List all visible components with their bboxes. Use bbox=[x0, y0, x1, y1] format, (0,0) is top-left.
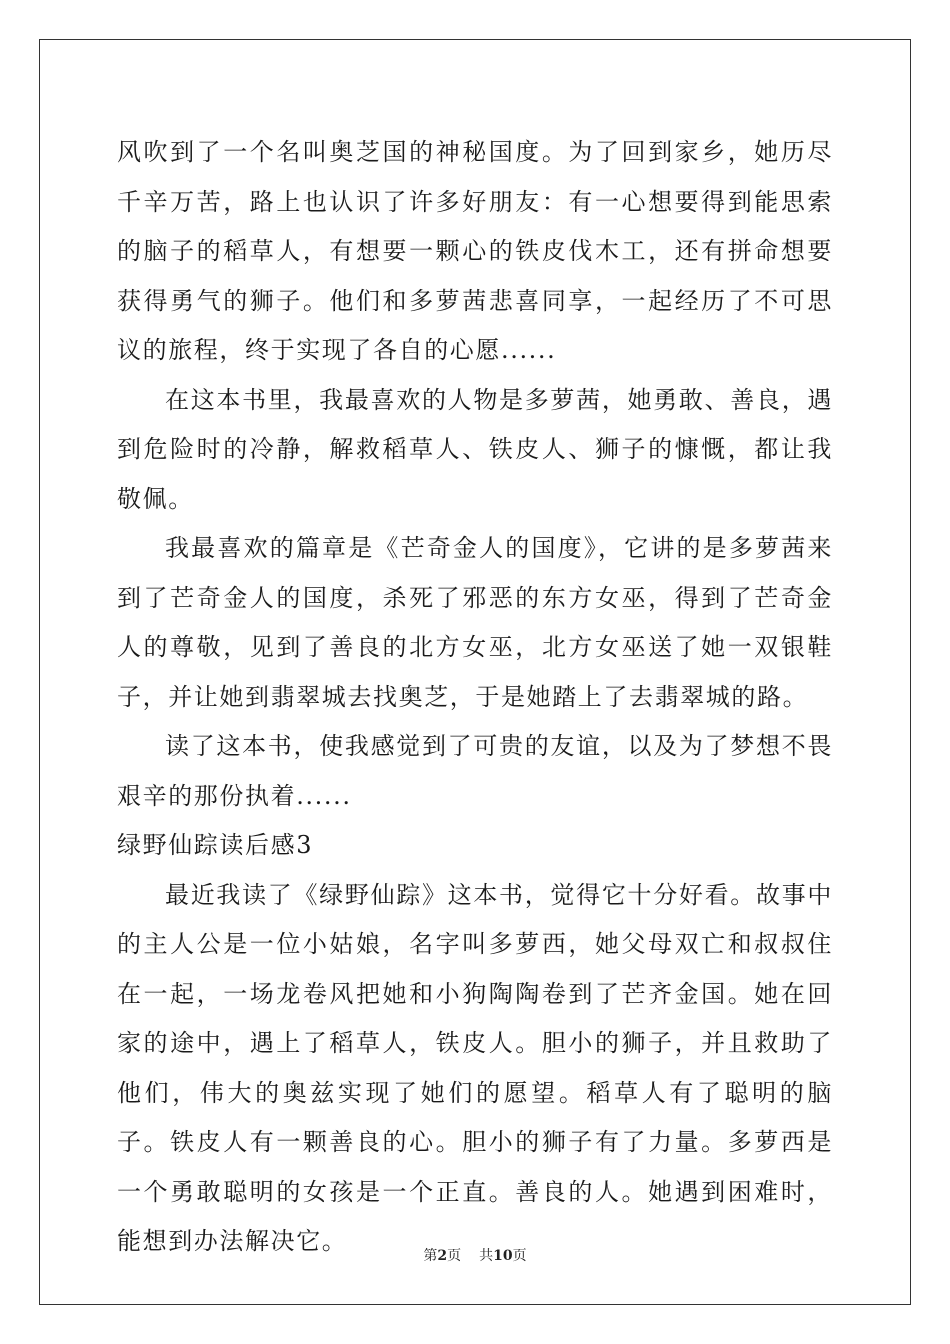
page-unit: 页 bbox=[447, 1248, 462, 1264]
section-heading: 绿野仙踪读后感3 bbox=[117, 831, 314, 859]
paragraph-continued: 风吹到了一个名叫奥芝国的神秘国度。为了回到家乡，她历尽千辛万苦，路上也认识了许多好朋友：有一心想要得到能思索的脑子的稻草人，有想要一颗心的铁皮伐木工，还有拼命想要获得勇气的狮子。他们和多萝茜悲喜同享，一起经历了不可思议的旅程，终于实现了各自的心愿...... bbox=[117, 138, 833, 364]
document-body bbox=[117, 128, 833, 1267]
page-total: 10 bbox=[493, 1248, 513, 1264]
paragraph-favorite-character: 在这本书里，我最喜欢的人物是多萝茜，她勇敢、善良，遇到危险时的冷静，解救稻草人、铁皮人、狮子的慷慨，都让我敬佩。 bbox=[117, 385, 833, 513]
paragraph-favorite-chapter: 我最喜欢的篇章是《芒奇金人的国度》，它讲的是多萝茜来到了芒奇金人的国度，杀死了邪恶的东方女巫，得到了芒奇金人的尊敬，见到了善良的北方女巫，北方女巫送了她一双银鞋子，并让她到翡翠城去找奥芝，于是她踏上了去翡翠城的路。 bbox=[117, 534, 833, 711]
total-prefix: 共 bbox=[479, 1248, 494, 1264]
paragraph-review-3: 最近我读了《绿野仙踪》这本书，觉得它十分好看。故事中的主人公是一位小姑娘，名字叫多萝西，她父母双亡和叔叔住在一起，一场龙卷风把她和小狗陶陶卷到了芒齐金国。她在回家的途中，遇上了稻草人，铁皮人。胆小的狮子，并且救助了他们，伟大的奥兹实现了她们的愿望。稻草人有了聪明的脑子。铁皮人有一颗善良的心。胆小的狮子有了力量。多萝西是一个勇敢聪明的女孩是一个正直。善良的人。她遇到困难时，能想到办法解决它。 bbox=[117, 880, 833, 1255]
page-prefix: 第 bbox=[423, 1248, 438, 1264]
paragraph-reflection: 读了这本书，使我感觉到了可贵的友谊，以及为了梦想不畏艰辛的那份执着...... bbox=[117, 732, 833, 810]
page-current: 2 bbox=[437, 1248, 448, 1264]
total-unit: 页 bbox=[512, 1248, 527, 1264]
page-footer bbox=[0, 1247, 950, 1265]
